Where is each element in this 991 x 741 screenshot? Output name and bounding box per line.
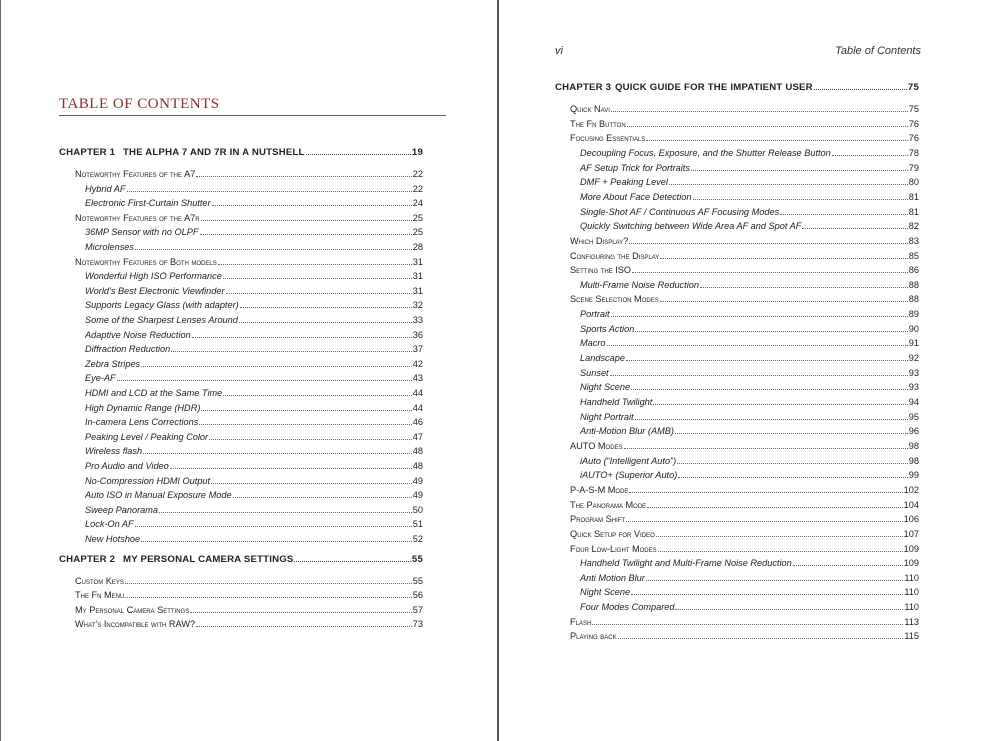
toc-chapter-entry [59, 554, 423, 566]
dot-leader [624, 448, 908, 449]
toc-entry-label: High Dynamic Range (HDR) [85, 402, 201, 413]
dot-leader [653, 404, 907, 405]
chapter-number: CHAPTER 3 [555, 82, 612, 93]
toc-subsection-entry [580, 279, 919, 291]
toc-subsection-entry [85, 431, 423, 443]
toc-entry-label: Configuring the Display [570, 250, 660, 261]
toc-subsection-entry [85, 402, 423, 414]
toc-page-number: 79 [908, 162, 919, 173]
toc-page-number: 75 [908, 104, 919, 114]
chapter-number: CHAPTER 2 [59, 553, 116, 565]
toc-entry-label: Noteworthy Features of the A7r [75, 212, 200, 223]
toc-section-entry [75, 212, 423, 224]
toc-title: TABLE OF CONTENTS [59, 96, 220, 112]
toc-entry-label: Scene Selection Modes [570, 294, 659, 305]
dot-leader [209, 439, 412, 440]
dot-leader [141, 366, 412, 367]
dot-leader [117, 380, 412, 381]
toc-subsection-entry [580, 308, 919, 320]
dot-leader [170, 468, 412, 469]
dot-leader [159, 512, 412, 513]
dot-leader [223, 278, 412, 279]
toc-entry-label: Supports Legacy Glass (with adapter) [85, 300, 239, 311]
toc-subsection-entry [580, 220, 919, 232]
dot-leader [629, 492, 902, 493]
toc-entry-label: Noteworthy Features of the A7 [75, 169, 196, 179]
toc-subsection-entry [85, 343, 423, 355]
toc-page-number: 78 [908, 147, 919, 158]
toc-page-number: 81 [908, 191, 919, 202]
toc-entry-label: World’s Best Electronic Viewfinder [85, 285, 225, 296]
dot-leader [691, 170, 908, 171]
dot-leader [294, 561, 410, 562]
toc-page-number: 93 [908, 367, 919, 378]
dot-leader [196, 626, 412, 627]
toc-page-number: 98 [908, 455, 919, 466]
toc-subsection-entry [85, 518, 423, 530]
toc-page-number: 57 [412, 604, 423, 615]
toc-page-number: 106 [903, 514, 919, 525]
toc-page-number: 89 [908, 309, 919, 320]
left-toc-list [1, 0, 497, 741]
toc-section-entry [570, 528, 919, 540]
toc-page-number: 19 [411, 147, 423, 158]
toc-section-entry [570, 132, 919, 144]
dot-leader [135, 526, 412, 527]
toc-subsection-entry [85, 533, 423, 545]
dot-leader [646, 580, 903, 581]
toc-entry-label: iAuto (“Intelligent Auto”) [580, 455, 677, 466]
dot-leader [201, 410, 411, 411]
chapter-title: THE ALPHA 7 AND 7R IN A NUTSHELL [123, 147, 305, 158]
toc-subsection-entry [85, 183, 423, 195]
toc-entry-label [555, 82, 813, 94]
toc-entry-label: Setting the ISO [570, 265, 632, 276]
dot-leader [635, 331, 907, 332]
toc-subsection-entry [580, 367, 919, 379]
dot-leader [678, 477, 907, 478]
toc-chapter-entry [555, 82, 919, 94]
toc-subsection-entry [85, 445, 423, 457]
toc-section-entry [570, 630, 919, 642]
dot-leader [660, 301, 908, 302]
toc-page-number: 42 [412, 358, 423, 369]
dot-leader [802, 228, 907, 229]
dot-leader [211, 483, 412, 484]
toc-subsection-entry [580, 411, 919, 423]
toc-entry-label: Landscape [580, 353, 625, 364]
toc-entry-label: The Fn Menu [75, 590, 125, 601]
toc-entry-label: Pro Audio and Video [85, 461, 169, 471]
dot-leader [226, 293, 412, 294]
toc-entry-label: Handheld Twilight [580, 397, 653, 407]
dot-leader [675, 609, 903, 610]
toc-page-number: 95 [908, 411, 919, 422]
toc-subsection-entry [85, 285, 423, 297]
toc-section-entry [570, 484, 919, 496]
toc-entry-label: Night Scene [580, 587, 631, 598]
dot-leader [611, 316, 908, 317]
toc-section-entry [75, 168, 423, 180]
toc-page-number: 88 [908, 279, 919, 290]
toc-page-number: 25 [412, 212, 423, 223]
toc-section-entry [570, 513, 919, 525]
toc-page-number: 46 [412, 417, 423, 428]
toc-page-number: 52 [412, 534, 423, 544]
toc-entry-label [59, 554, 293, 566]
toc-page-number: 107 [903, 528, 919, 539]
toc-subsection-entry [580, 381, 919, 393]
toc-entry-label: Auto ISO in Manual Exposure Mode [85, 490, 232, 501]
toc-page-number: 55 [411, 553, 423, 565]
toc-subsection-entry [85, 329, 423, 341]
toc-page-number: 31 [412, 271, 423, 282]
toc-entry-label: Flash [570, 616, 592, 627]
toc-entry-label: 36MP Sensor with no OLPF [85, 227, 199, 238]
toc-subsection-entry [580, 455, 919, 467]
toc-page-number: 48 [412, 461, 423, 471]
dot-leader [635, 419, 908, 420]
toc-entry-label: Four Low-Light Modes [570, 543, 657, 554]
toc-section-entry [570, 499, 919, 511]
toc-entry-label: Night Portrait [580, 411, 634, 422]
toc-subsection-entry [580, 601, 919, 613]
toc-page-number: 104 [903, 499, 919, 510]
toc-entry-label: iAUTO+ (Superior Auto) [580, 470, 678, 481]
dot-leader [199, 424, 411, 425]
dot-leader [631, 389, 908, 390]
toc-page-number: 55 [412, 575, 423, 586]
toc-page-number: 44 [412, 388, 423, 398]
toc-subsection-entry [85, 314, 423, 326]
toc-subsection-entry [580, 586, 919, 598]
toc-entry-label: Eye-AF [85, 373, 116, 384]
toc-section-entry [75, 604, 423, 616]
toc-entry-label: Electronic First-Curtain Shutter [85, 198, 211, 209]
toc-entry-label: More About Face Detection [580, 191, 692, 202]
dot-leader [793, 565, 903, 566]
toc-subsection-entry [85, 460, 423, 472]
toc-page-number: 32 [412, 300, 423, 311]
toc-page-number: 31 [412, 285, 423, 296]
toc-page-number: 36 [412, 329, 423, 340]
toc-entry-label: Sports Action [580, 323, 635, 334]
dot-leader [218, 264, 412, 265]
toc-subsection-entry [580, 557, 919, 569]
dot-leader [125, 583, 412, 584]
toc-page-number: 25 [412, 227, 423, 238]
toc-subsection-entry [580, 323, 919, 335]
toc-page-number: 110 [904, 587, 919, 598]
toc-entry-label: Four Modes Compared [580, 602, 675, 613]
toc-entry-label: HDMI and LCD at the Same Time [85, 388, 223, 398]
dot-leader [700, 287, 908, 288]
toc-page-number: 49 [412, 490, 423, 501]
dot-leader [125, 597, 411, 598]
toc-subsection-entry [580, 147, 919, 159]
dot-leader [240, 307, 412, 308]
toc-page-number: 81 [908, 206, 919, 217]
toc-section-entry [570, 250, 919, 262]
toc-page-number: 49 [412, 475, 423, 486]
toc-section-entry [570, 118, 919, 130]
toc-entry-label: Sweep Panorama [85, 504, 159, 515]
toc-page-number: 43 [412, 373, 423, 384]
toc-entry-label: AF Setup Trick for Portraits [580, 162, 690, 173]
dot-leader [647, 507, 902, 508]
toc-subsection-entry [85, 504, 423, 516]
toc-page-number: 93 [908, 382, 919, 393]
toc-page-number: 56 [412, 590, 423, 601]
toc-page-number: 110 [904, 602, 919, 613]
chapter-title: QUICK GUIDE FOR THE IMPATIENT USER [615, 82, 813, 93]
toc-page-number: 115 [904, 631, 919, 642]
toc-entry-label: Playing back [570, 631, 617, 642]
toc-subsection-entry [580, 352, 919, 364]
toc-entry-label: Macro [580, 338, 606, 349]
toc-section-entry [75, 618, 423, 630]
toc-page-number: 51 [412, 519, 423, 530]
toc-entry-label: Microlenses [85, 242, 135, 252]
toc-entry-label: Adaptive Noise Reduction [85, 329, 191, 340]
dot-leader [127, 191, 412, 192]
toc-page-number: 113 [904, 616, 919, 627]
toc-entry-label: Which Display? [570, 235, 629, 246]
toc-page-number: 99 [908, 470, 919, 481]
toc-subsection-entry [580, 176, 919, 188]
toc-page-number: 76 [908, 118, 919, 129]
dot-leader [632, 272, 908, 273]
toc-entry-label: Noteworthy Features of Both models [75, 256, 217, 267]
toc-page-number: 83 [908, 235, 919, 246]
toc-entry-label: Anti-Motion Blur (AMB) [580, 426, 674, 437]
toc-page-number: 37 [412, 344, 423, 355]
toc-page-number: 92 [908, 353, 919, 364]
dot-leader [646, 140, 907, 141]
dot-leader [631, 594, 903, 595]
toc-entry-label: My Personal Camera Settings [75, 604, 190, 615]
toc-subsection-entry [580, 206, 919, 218]
dot-leader [223, 395, 411, 396]
toc-page-number: 94 [908, 397, 919, 407]
toc-page-number: 76 [908, 133, 919, 144]
toc-subsection-entry [580, 162, 919, 174]
toc-entry-label: No-Compression HDMI Output [85, 475, 211, 486]
dot-leader [200, 234, 412, 235]
toc-subsection-entry [580, 425, 919, 437]
toc-page-number: 22 [412, 169, 423, 179]
toc-section-entry [570, 293, 919, 305]
dot-leader [618, 638, 904, 639]
toc-page-number: 80 [908, 177, 919, 188]
toc-entry-label: Anti Motion Blur [580, 572, 645, 583]
toc-subsection-entry [85, 387, 423, 399]
toc-subsection-entry [85, 416, 423, 428]
dot-leader [780, 214, 908, 215]
toc-page-number: 86 [908, 265, 919, 276]
toc-subsection-entry [580, 396, 919, 408]
toc-page-number: 109 [903, 543, 919, 554]
toc-subsection-entry [85, 299, 423, 311]
dot-leader [306, 154, 411, 155]
toc-entry-label: Quickly Switching between Wide Area AF and Spot AF [580, 221, 802, 232]
toc-entry-label: Sunset [580, 367, 609, 378]
toc-entry-label: Peaking Level / Peaking Color [85, 431, 209, 442]
dot-leader [135, 249, 412, 250]
toc-subsection-entry [85, 241, 423, 253]
toc-page-number: 90 [908, 323, 919, 334]
toc-entry-label: Focusing Essentials [570, 133, 646, 144]
toc-entry-label: Single-Shot AF / Continuous AF Focusing Modes [580, 206, 780, 217]
dot-leader [201, 220, 412, 221]
toc-section-entry [570, 543, 919, 555]
dot-leader [196, 176, 411, 177]
toc-page-number: 73 [412, 619, 423, 630]
dot-leader [669, 184, 908, 185]
toc-section-entry [75, 589, 423, 601]
toc-entry-label: Some of the Sharpest Lenses Around [85, 315, 238, 325]
toc-page-number: 88 [908, 294, 919, 305]
toc-page-number: 48 [412, 446, 423, 457]
toc-entry-label: Hybrid AF [85, 183, 126, 194]
toc-section-entry [75, 575, 423, 587]
dot-leader [656, 536, 903, 537]
toc-entry-label: The Panorama Mode [570, 499, 647, 510]
toc-page-number: 85 [908, 250, 919, 261]
toc-section-entry [570, 440, 919, 452]
dot-leader [814, 89, 907, 90]
dot-leader [658, 551, 903, 552]
toc-entry-label: Decoupling Focus, Exposure, and the Shutter Release Button [580, 147, 831, 158]
toc-entry-label: Night Scene [580, 382, 631, 393]
dot-leader [626, 360, 908, 361]
toc-subsection-entry [85, 372, 423, 384]
toc-entry-label: New Hotshoe [85, 534, 141, 544]
toc-entry-label: P-A-S-M Mode [570, 484, 629, 495]
toc-entry-label: Program Shift [570, 514, 626, 525]
dot-leader [607, 345, 908, 346]
toc-entry-label: Wonderful High ISO Performance [85, 271, 222, 282]
dot-leader [627, 126, 908, 127]
dot-leader [675, 433, 908, 434]
running-header-title: Table of Contents [835, 45, 921, 57]
toc-entry-label: What’s Incompatible with RAW? [75, 619, 196, 630]
dot-leader [611, 111, 908, 112]
toc-entry-label: Multi-Frame Noise Reduction [580, 279, 699, 290]
toc-entry-label: Portrait [580, 309, 610, 320]
toc-subsection-entry [85, 270, 423, 282]
dot-leader [190, 612, 412, 613]
dot-leader [677, 463, 908, 464]
toc-page-number: 91 [908, 338, 919, 349]
toc-subsection-entry [580, 191, 919, 203]
toc-section-entry [570, 235, 919, 247]
toc-subsection-entry [85, 197, 423, 209]
toc-entry-label: Lock-On AF [85, 519, 134, 530]
toc-subsection-entry [580, 469, 919, 481]
toc-entry-label: Diffraction Reduction [85, 344, 171, 355]
toc-page-number: 28 [412, 242, 423, 252]
toc-page-number: 110 [904, 572, 919, 583]
dot-leader [143, 453, 412, 454]
chapter-number: CHAPTER 1 [59, 147, 116, 158]
toc-entry-label: Quick Setup for Video [570, 528, 655, 539]
dot-leader [660, 258, 907, 259]
toc-page-number: 33 [412, 315, 423, 325]
toc-page-number: 82 [908, 221, 919, 232]
toc-entry-label: Handheld Twilight and Multi-Frame Noise Reduction [580, 558, 792, 569]
dot-leader [141, 541, 412, 542]
toc-page-number: 75 [907, 82, 919, 93]
dot-leader [233, 497, 412, 498]
toc-entry-label: Zebra Stripes [85, 358, 141, 369]
dot-leader [629, 243, 908, 244]
toc-page-number: 102 [903, 484, 919, 495]
toc-section-entry [570, 264, 919, 276]
toc-entry-label: In-camera Lens Corrections [85, 417, 199, 428]
right-toc-list [499, 0, 991, 741]
toc-subsection-entry [580, 572, 919, 584]
chapter-title: MY PERSONAL CAMERA SETTINGS [123, 553, 294, 565]
dot-leader [212, 205, 412, 206]
toc-page-number: 109 [903, 558, 919, 569]
dot-leader [592, 624, 903, 625]
toc-entry-label: DMF + Peaking Level [580, 177, 668, 188]
toc-subsection-entry [85, 475, 423, 487]
toc-subsection-entry [85, 226, 423, 238]
toc-subsection-entry [580, 337, 919, 349]
toc-page-number: 22 [412, 183, 423, 194]
toc-entry-label [59, 147, 305, 159]
dot-leader [693, 199, 908, 200]
toc-section-entry [570, 103, 919, 115]
toc-page-number: 50 [412, 504, 423, 515]
toc-entry-label: The Fn Button [570, 118, 626, 129]
toc-entry-label: Custom Keys [75, 575, 124, 586]
toc-chapter-entry [59, 147, 423, 159]
toc-section-entry [570, 616, 919, 628]
toc-subsection-entry [85, 358, 423, 370]
toc-page-number: 31 [412, 256, 423, 267]
right-page [497, 0, 991, 741]
toc-page-number: 47 [412, 431, 423, 442]
dot-leader [626, 521, 903, 522]
toc-section-entry [75, 256, 423, 268]
toc-page-number: 24 [412, 198, 423, 209]
dot-leader [239, 322, 412, 323]
page-number-header: vi [555, 45, 563, 57]
toc-page-number: 44 [412, 402, 423, 413]
toc-subsection-entry [85, 489, 423, 501]
dot-leader [192, 337, 412, 338]
toc-page-number: 96 [908, 426, 919, 437]
toc-entry-label: Wireless flash [85, 446, 143, 457]
dot-leader [171, 351, 411, 352]
dot-leader [832, 155, 908, 156]
toc-page-number: 98 [908, 440, 919, 451]
toc-entry-label: Quick Navi [570, 104, 610, 114]
toc-entry-label: AUTO Modes [570, 440, 623, 451]
dot-leader [610, 375, 908, 376]
